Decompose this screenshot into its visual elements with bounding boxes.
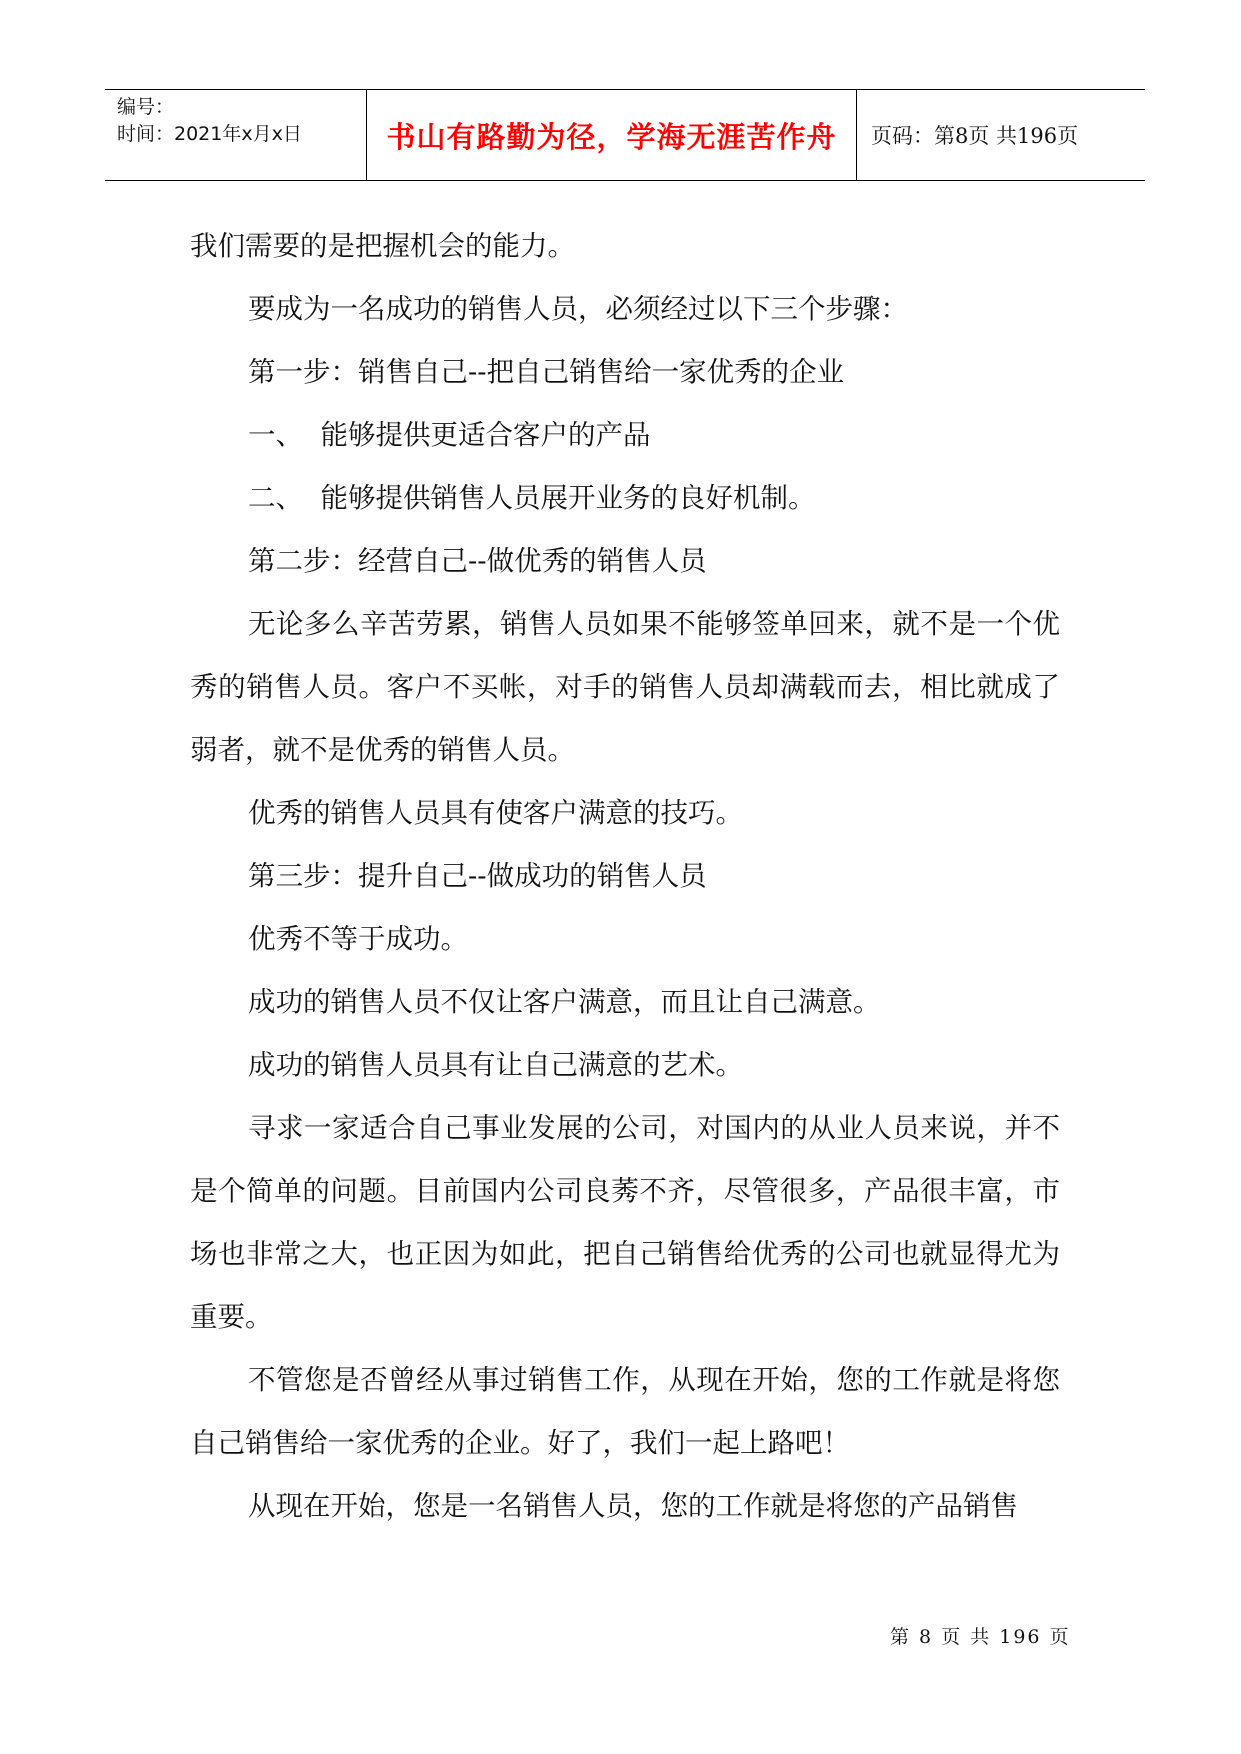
list-item: 二、 能够提供销售人员展开业务的良好机制。	[248, 482, 816, 514]
header-motto: 书山有路勤为径，学海无涯苦作舟	[367, 90, 857, 180]
paragraph: 无论多么辛苦劳累，销售人员如果不能够签单回来，就不是一个优秀的销售人员。客户不买帐，对手的销售人员却满载而去，相比就成了弱者，就不是优秀的销售人员。	[190, 608, 1060, 766]
paragraph: 第二步：经营自己--做优秀的销售人员	[248, 545, 707, 577]
paragraph: 第一步：销售自己--把自己销售给一家优秀的企业	[248, 356, 845, 388]
paragraph: 第三步：提升自己--做成功的销售人员	[248, 860, 707, 892]
paragraph: 从现在开始，您是一名销售人员，您的工作就是将您的产品销售	[248, 1490, 1018, 1522]
paragraph: 成功的销售人员具有让自己满意的艺术。	[248, 1049, 743, 1081]
header-meta	[105, 90, 367, 180]
paragraph: 优秀不等于成功。	[248, 923, 468, 955]
page-footer: 第 8 页 共 196 页	[890, 1626, 1071, 1648]
paragraph: 不管您是否曾经从事过销售工作，从现在开始，您的工作就是将您自己销售给一家优秀的企业。好了，我们一起上路吧！	[190, 1364, 1060, 1459]
paragraph: 寻求一家适合自己事业发展的公司，对国内的从业人员来说，并不是个简单的问题。目前国内公司良莠不齐，尽管很多，产品很丰富，市场也非常之大，也正因为如此，把自己销售给优秀的公司也就显得尤为重要。	[190, 1112, 1060, 1333]
document-body	[190, 215, 1060, 1538]
page-header	[105, 89, 1145, 181]
paragraph: 我们需要的是把握机会的能力。	[190, 230, 575, 262]
paragraph: 优秀的销售人员具有使客户满意的技巧。	[248, 797, 743, 829]
serial-label: 编号：	[117, 96, 175, 118]
time-label: 时间：2021年x月x日	[117, 123, 302, 145]
paragraph: 成功的销售人员不仅让客户满意，而且让自己满意。	[248, 986, 881, 1018]
paragraph: 要成为一名成功的销售人员，必须经过以下三个步骤：	[248, 293, 908, 325]
list-item: 一、 能够提供更适合客户的产品	[248, 419, 651, 451]
header-page-label: 页码：第8页 共196页	[871, 124, 1079, 148]
